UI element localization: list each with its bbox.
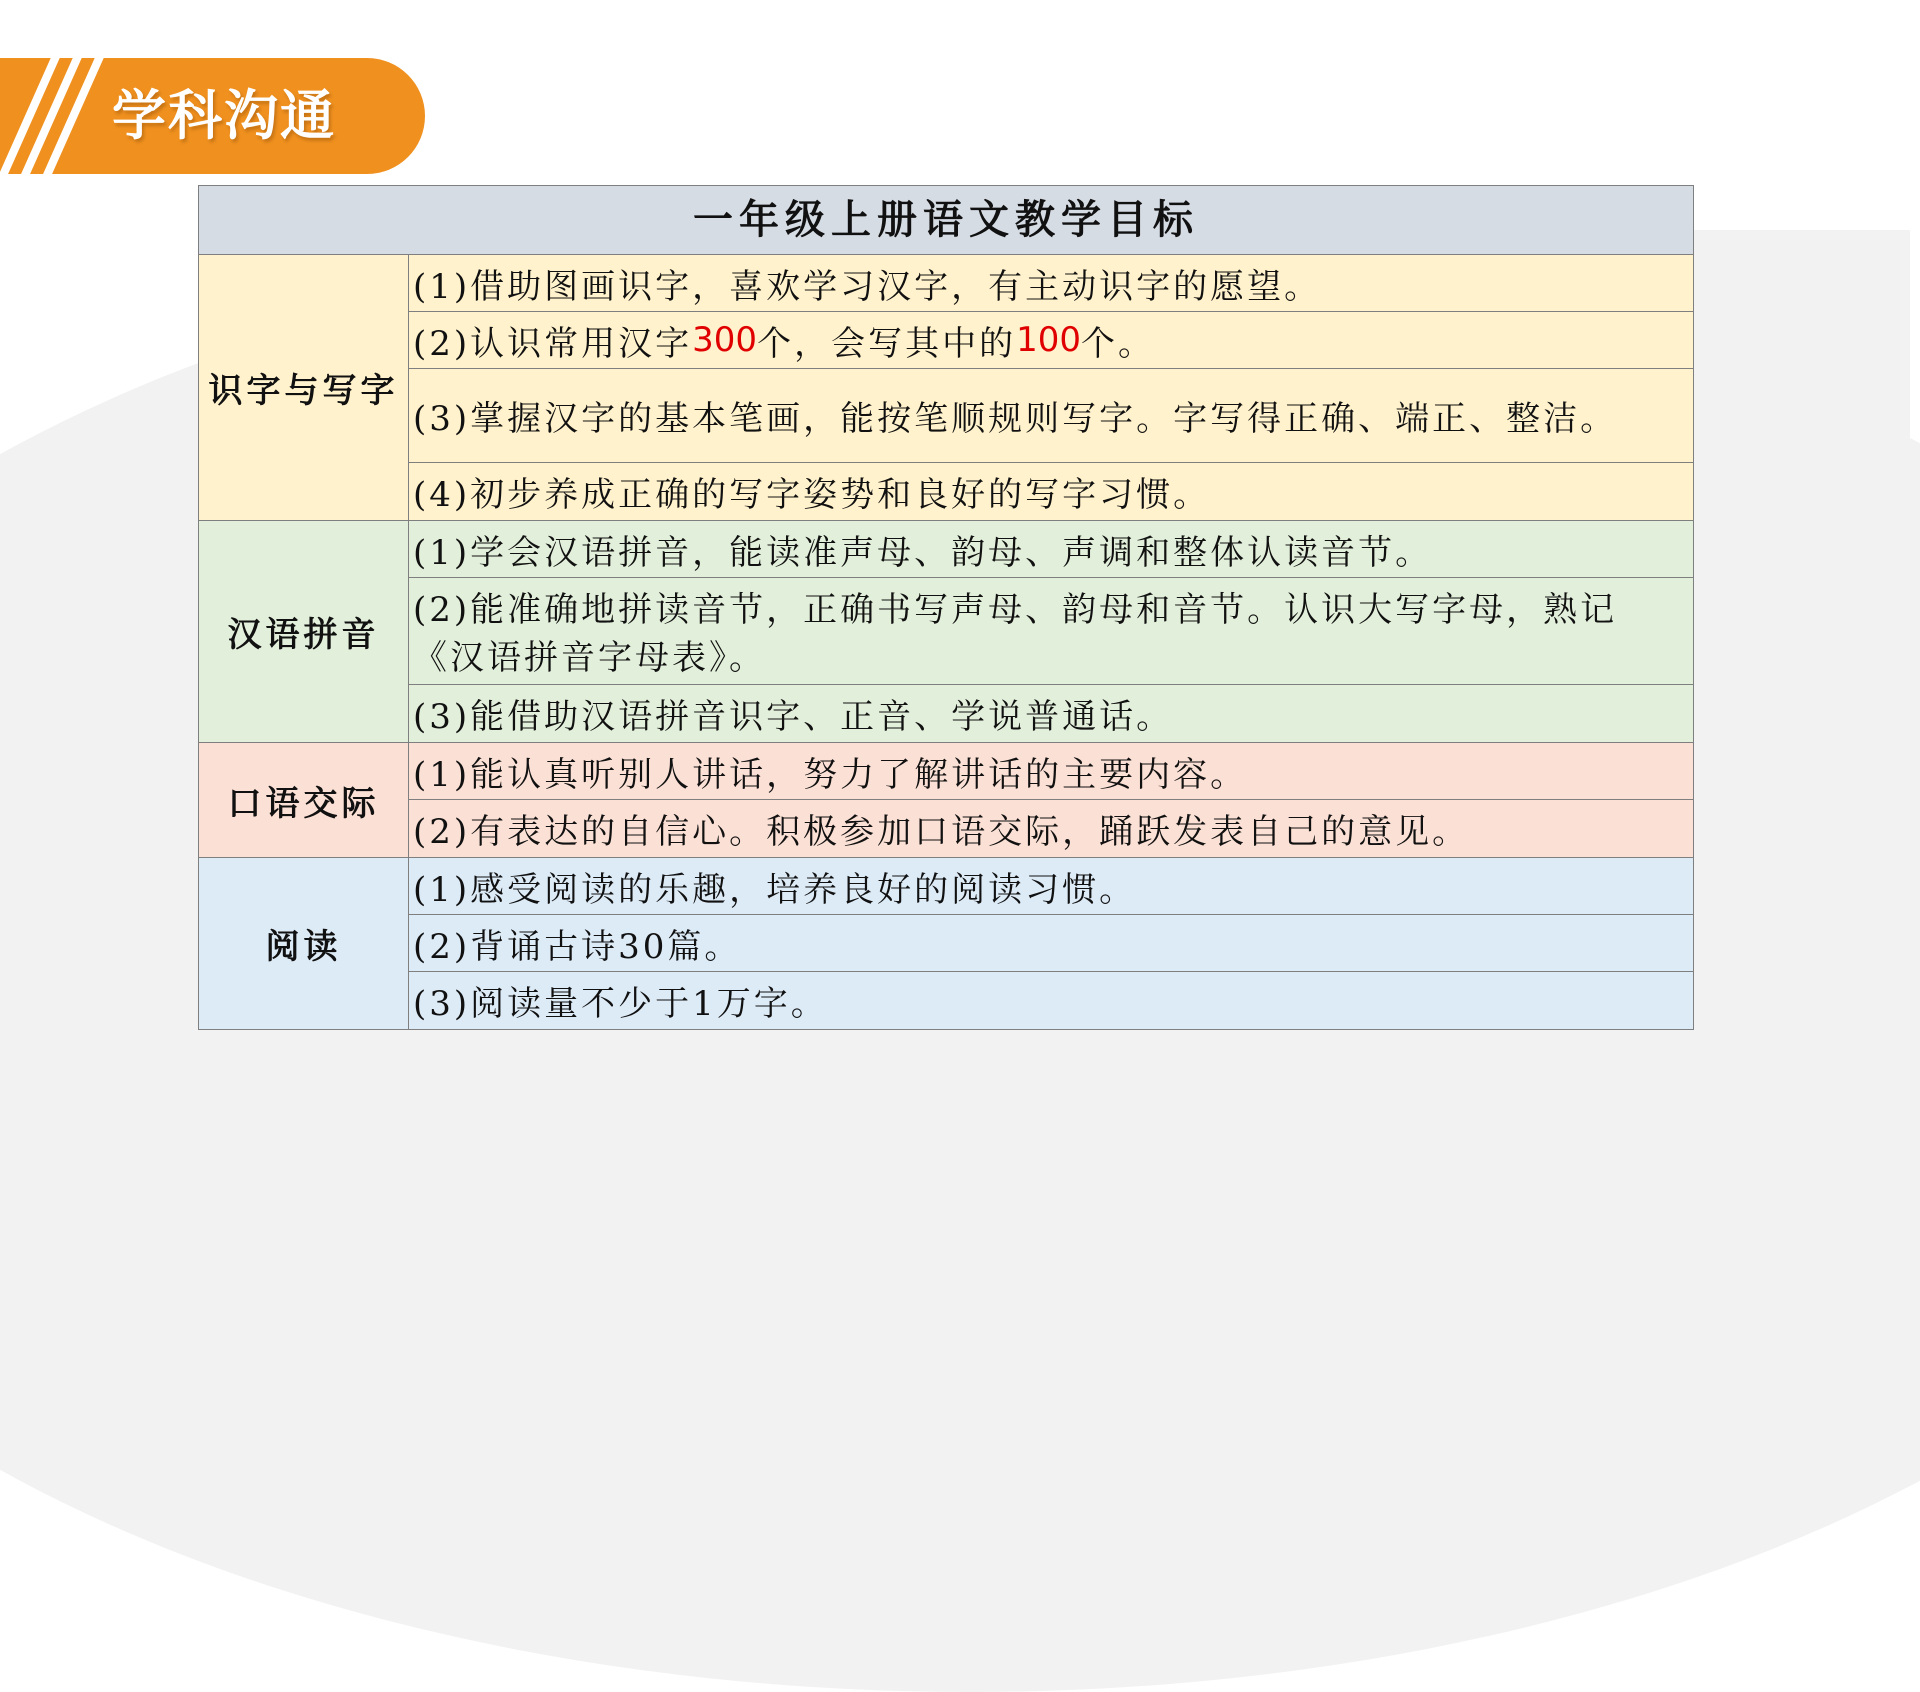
goal-item: (2)能准确地拼读音节，正确书写声母、韵母和音节。认识大写字母，熟记《汉语拼音字母表》。 [409, 578, 1693, 685]
section-reading [199, 858, 1693, 1029]
banner-title: 学科沟通 [112, 84, 336, 147]
goal-text: (2)认识常用汉字 [413, 323, 693, 364]
section-pinyin [199, 521, 1693, 743]
goal-text: 个。 [1080, 323, 1155, 364]
highlight-number: 300 [692, 320, 758, 360]
goal-text: 个，会写其中的 [757, 323, 1017, 364]
section-banner [0, 58, 425, 174]
goal-list [409, 521, 1693, 742]
highlight-number: 100 [1016, 320, 1081, 360]
category-label: 阅读 [199, 858, 409, 1029]
section-literacy [199, 255, 1693, 521]
goal-item: (3)掌握汉字的基本笔画，能按笔顺规则写字。字写得正确、端正、整洁。 [409, 369, 1693, 463]
goal-item: (3)阅读量不少于1万字。 [413, 984, 828, 1024]
section-oral-communication [199, 743, 1693, 858]
table-title: 一年级上册语文教学目标 [199, 186, 1693, 255]
goal-list [409, 255, 1693, 520]
goal-list [409, 743, 1693, 857]
category-label: 识字与写字 [199, 255, 409, 520]
goal-item: (4)初步养成正确的写字姿势和良好的写字习惯。 [413, 475, 1211, 515]
teaching-goals-table [198, 185, 1694, 1030]
category-label: 汉语拼音 [199, 521, 409, 742]
goal-item: (1)学会汉语拼音，能读准声母、韵母、声调和整体认读音节。 [409, 521, 1693, 578]
goal-item [409, 312, 1693, 369]
goal-list [409, 858, 1693, 1029]
goal-item: (1)感受阅读的乐趣，培养良好的阅读习惯。 [409, 858, 1693, 915]
goal-item: (2)背诵古诗30篇。 [409, 915, 1693, 972]
goal-item: (1)借助图画识字，喜欢学习汉字，有主动识字的愿望。 [409, 255, 1693, 312]
goal-item: (3)能借助汉语拼音识字、正音、学说普通话。 [413, 697, 1174, 737]
goal-item: (2)有表达的自信心。积极参加口语交际，踊跃发表自己的意见。 [413, 812, 1470, 852]
category-label: 口语交际 [199, 743, 409, 857]
goal-item: (1)能认真听别人讲话，努力了解讲话的主要内容。 [409, 743, 1693, 800]
